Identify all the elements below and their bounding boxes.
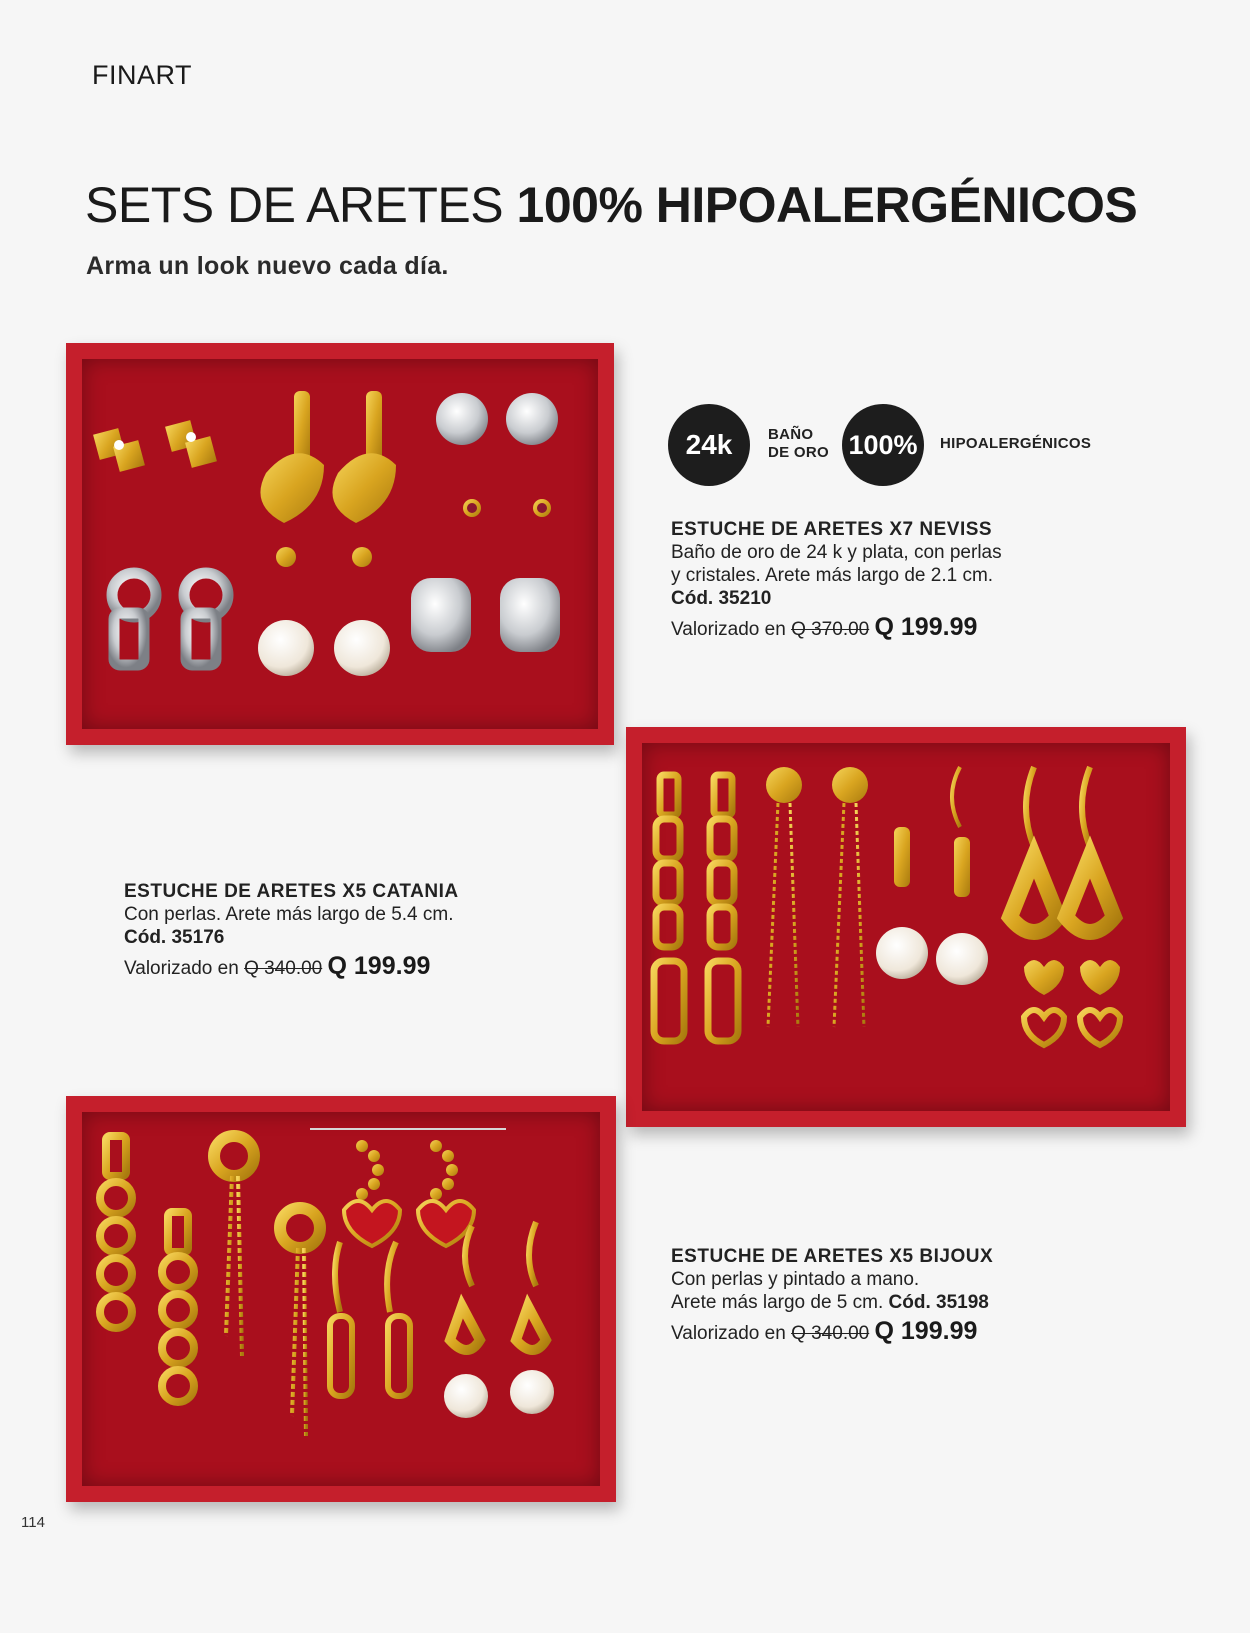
product-desc-line1: Baño de oro de 24 k y plata, con perlas [671, 542, 1002, 563]
title-light: SETS DE ARETES [85, 177, 517, 233]
gold-plating-label-line1: BAÑO [768, 426, 814, 443]
price-row [671, 613, 1002, 641]
bijoux-earring-box-image [66, 1096, 616, 1502]
old-price: Q 340.00 [244, 958, 323, 979]
current-price: Q 199.99 [874, 613, 978, 641]
product-catania [124, 880, 459, 980]
product-desc-line1: Con perlas y pintado a mano. [671, 1269, 920, 1290]
price-row [124, 952, 459, 980]
page-number: 114 [21, 1514, 45, 1531]
current-price: Q 199.99 [327, 952, 431, 980]
product-code: Cód. 35198 [888, 1292, 989, 1313]
old-price: Q 370.00 [791, 619, 870, 640]
page-title [85, 177, 1138, 233]
product-name: ESTUCHE DE ARETES X7 NEVISS [671, 519, 993, 540]
page-subtitle: Arma un look nuevo cada día. [86, 252, 449, 280]
product-desc-line2: y cristales. Arete más largo de 2.1 cm. [671, 565, 994, 586]
hypoallergenic-label: HIPOALERGÉNICOS [940, 435, 1092, 452]
valued-label: Valorizado en [671, 1323, 786, 1344]
product-neviss [671, 518, 1002, 641]
valued-label: Valorizado en [671, 619, 786, 640]
gold-plating-badge: 24k [668, 404, 750, 486]
title-bold: 100% HIPOALERGÉNICOS [516, 177, 1138, 233]
product-code: Cód. 35210 [671, 588, 772, 609]
product-name: ESTUCHE DE ARETES X5 CATANIA [124, 881, 459, 902]
neviss-earring-box-image [66, 343, 614, 745]
catania-earring-box-image [626, 727, 1186, 1127]
gold-plating-label-line2: DE ORO [768, 444, 829, 461]
hypoallergenic-badge: 100% [842, 404, 924, 486]
product-code: Cód. 35176 [124, 927, 225, 948]
brand-name: FINART [92, 60, 193, 90]
product-desc-line2 [671, 1291, 993, 1314]
product-bijoux [671, 1245, 993, 1345]
product-desc-line2-text: Arete más largo de 5 cm. [671, 1292, 884, 1313]
current-price: Q 199.99 [874, 1317, 978, 1345]
price-row [671, 1317, 993, 1345]
valued-label: Valorizado en [124, 958, 239, 979]
product-desc-line1: Con perlas. Arete más largo de 5.4 cm. [124, 904, 454, 925]
old-price: Q 340.00 [791, 1323, 870, 1344]
product-name: ESTUCHE DE ARETES X5 BIJOUX [671, 1246, 994, 1267]
gold-plating-label [768, 426, 829, 462]
